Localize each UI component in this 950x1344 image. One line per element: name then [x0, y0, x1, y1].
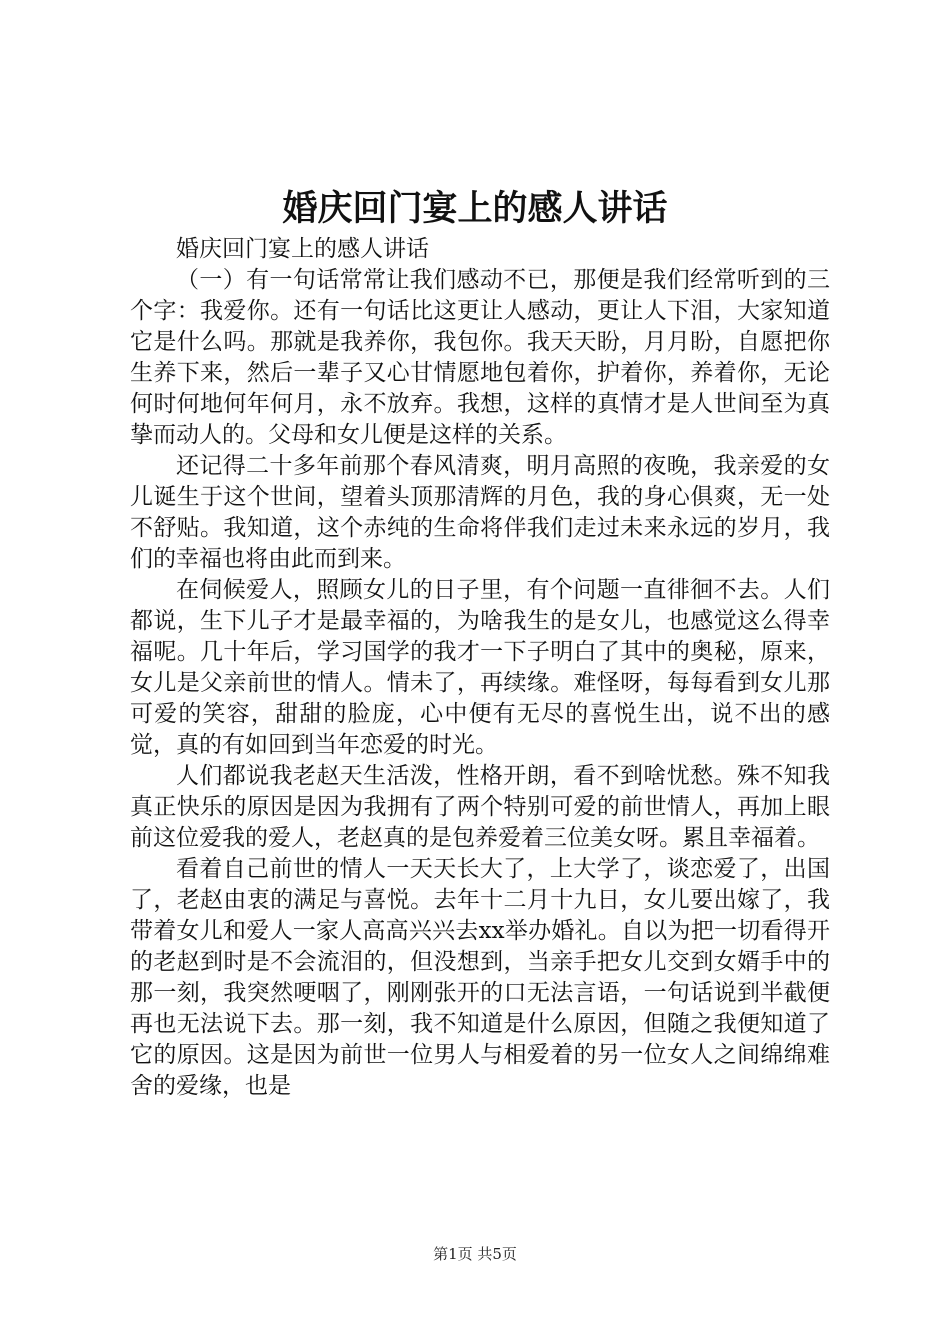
body-paragraph: 看着自己前世的情人一天天长大了，上大学了，谈恋爱了，出国了，老赵由衷的满足与喜悦。去年十二月十九日，女儿要出嫁了，我带着女儿和爱人一家人高高兴兴去xx举办婚礼。自以为把一切看得开的老赵到时是不会流泪的，但没想到，当亲手把女儿交到女婿手中的那一刻，我突然哽咽了，刚刚张开的口无法言语，一句话说到半截便再也无法说下去。那一刻，我不知道是什么原因，但随之我便知道了它的原因。这是因为前世一位男人与相爱着的另一位女人之间绵绵难舍的爱缘，也是 — [130, 856, 830, 1099]
body-paragraph: （一）有一句话常常让我们感动不已，那便是我们经常听到的三个字：我爱你。还有一句话比这更让人感动，更让人下泪，大家知道它是什么吗。那就是我养你，我包你。我天天盼，月月盼，自愿把你生养下来，然后一辈子又心甘情愿地包着你，护着你，养着你，无论何时何地何年何月，永不放弃。我想，这样的真情才是人世间至为真挚而动人的。父母和女儿便是这样的关系。 — [130, 267, 830, 448]
document-body — [130, 234, 830, 1102]
page-title: 婚庆回门宴上的感人讲话 — [282, 188, 668, 229]
subtitle-paragraph: 婚庆回门宴上的感人讲话 — [176, 236, 429, 262]
body-paragraph: 人们都说我老赵天生活泼，性格开朗，看不到啥忧愁。殊不知我真正快乐的原因是因为我拥有了两个特别可爱的前世情人，再加上眼前这位爱我的爱人，老赵真的是包养爱着三位美女呀。累且幸福着。 — [130, 763, 830, 851]
body-paragraph: 在伺候爱人，照顾女儿的日子里，有个问题一直徘徊不去。人们都说，生下儿子才是最幸福的，为啥我生的是女儿，也感觉这么得幸福呢。几十年后，学习国学的我才一下子明白了其中的奥秘，原来，女儿是父亲前世的情人。情未了，再续缘。难怪呀，每每看到女儿那可爱的笑容，甜甜的脸庞，心中便有无尽的喜悦生出，说不出的感觉，真的有如回到当年恋爱的时光。 — [130, 577, 830, 758]
body-paragraph: 还记得二十多年前那个春风清爽，明月高照的夜晚，我亲爱的女儿诞生于这个世间，望着头顶那清辉的月色，我的身心俱爽，无一处不舒贴。我知道，这个赤纯的生命将伴我们走过未来永远的岁月，我们的幸福也将由此而到来。 — [130, 453, 830, 572]
page-number-footer: 第1页 共5页 — [433, 1245, 517, 1263]
